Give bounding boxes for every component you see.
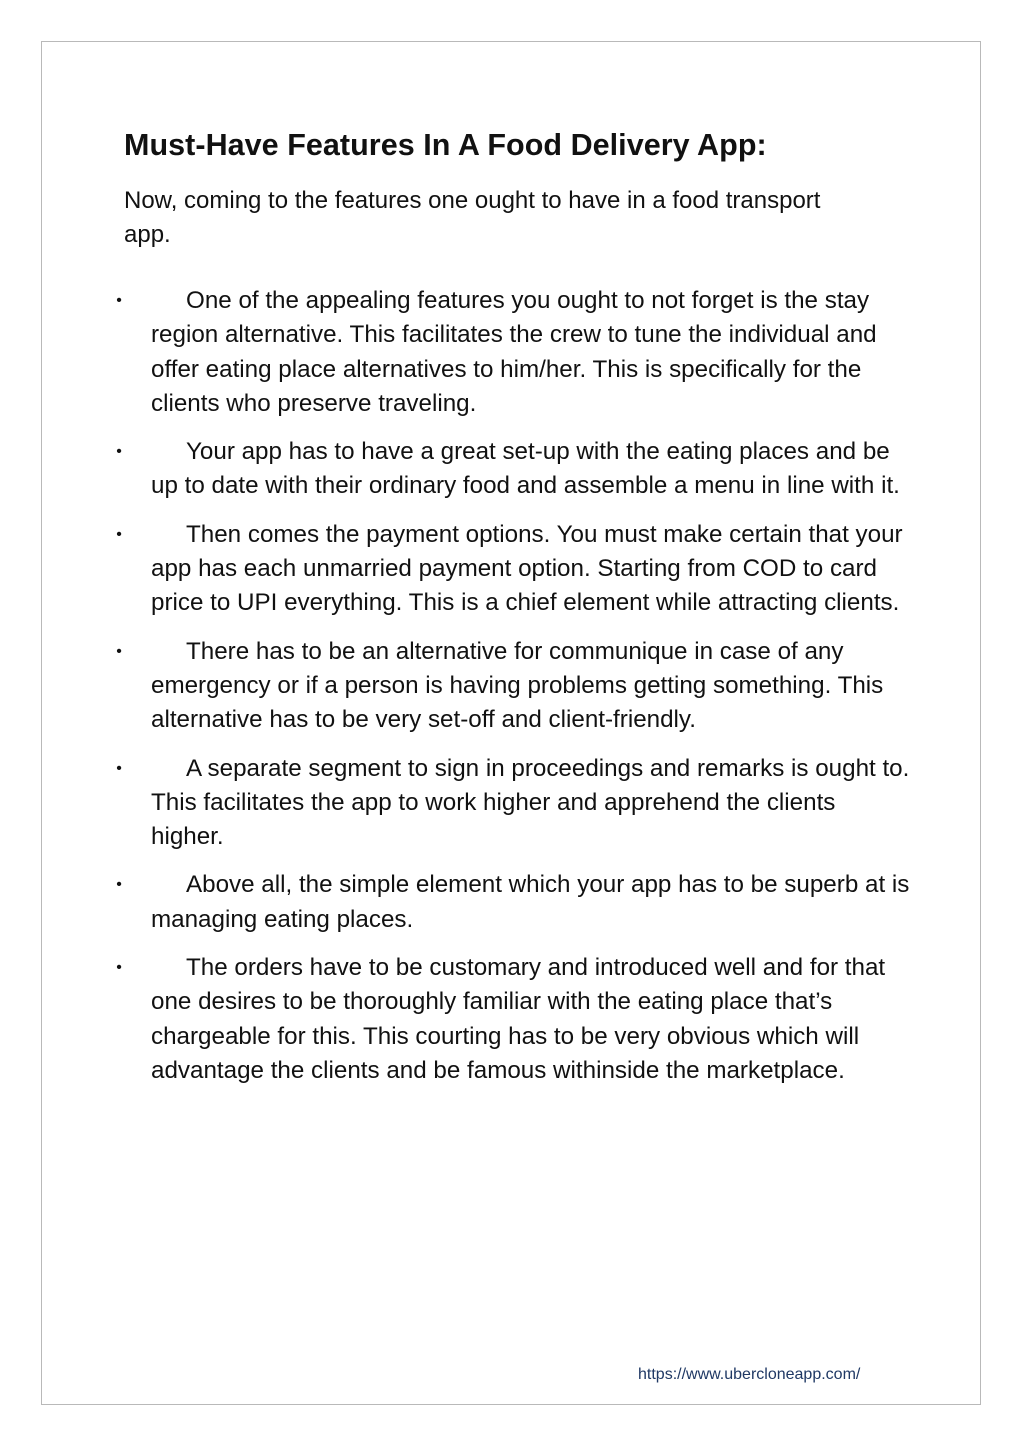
feature-text: There has to be an alternative for communique in case of any emergency or if a person is having problems getting something. This alternative has to be very set-off and client-friendly. (151, 637, 884, 734)
list-item (116, 284, 914, 421)
feature-text: One of the appealing features you ought to not forget is the stay region alternative. This facilitates the crew to tune the individual and offer eating place alternatives to him/her. This is specifically for the clients who preserve traveling. (151, 287, 877, 417)
bullet-icon: • (116, 759, 122, 777)
bullet-icon: • (116, 876, 122, 894)
feature-text: Your app has to have a great set-up with the eating places and be up to date with their ordinary food and assemble a menu in line with it. (151, 438, 900, 500)
list-item (116, 868, 914, 937)
feature-text: A separate segment to sign in proceedings and remarks is ought to. This facilitates the app to work higher and apprehend the clients higher. (151, 754, 910, 851)
list-item (116, 951, 914, 1088)
list-item (116, 752, 914, 855)
document-content (116, 126, 914, 1102)
bullet-icon: • (116, 443, 122, 461)
footer-website-link[interactable]: https://www.ubercloneapp.com/ (638, 1366, 861, 1383)
intro-paragraph: Now, coming to the features one ought to have in a food transport app. (124, 187, 821, 248)
feature-list (116, 284, 914, 1088)
bullet-icon: • (116, 959, 122, 977)
list-item (116, 435, 914, 504)
list-item (116, 518, 914, 621)
list-item (116, 635, 914, 738)
bullet-icon: • (116, 642, 122, 660)
document-title: Must-Have Features In A Food Delivery App: (124, 128, 767, 162)
feature-text: Then comes the payment options. You must make certain that your app has each unmarried payment option. Starting from COD to card price to UPI everything. This is a chief element while attracting clients. (151, 520, 903, 617)
bullet-icon: • (116, 292, 122, 309)
feature-text: Above all, the simple element which your app has to be superb at is managing eating places. (151, 871, 910, 933)
feature-text: The orders have to be customary and introduced well and for that one desires to be thoroughly familiar with the eating place that’s chargeable for this. This courting has to be very obvious which will advantage the clients and be famous withinside the marketplace. (151, 954, 886, 1084)
bullet-icon: • (116, 525, 122, 543)
